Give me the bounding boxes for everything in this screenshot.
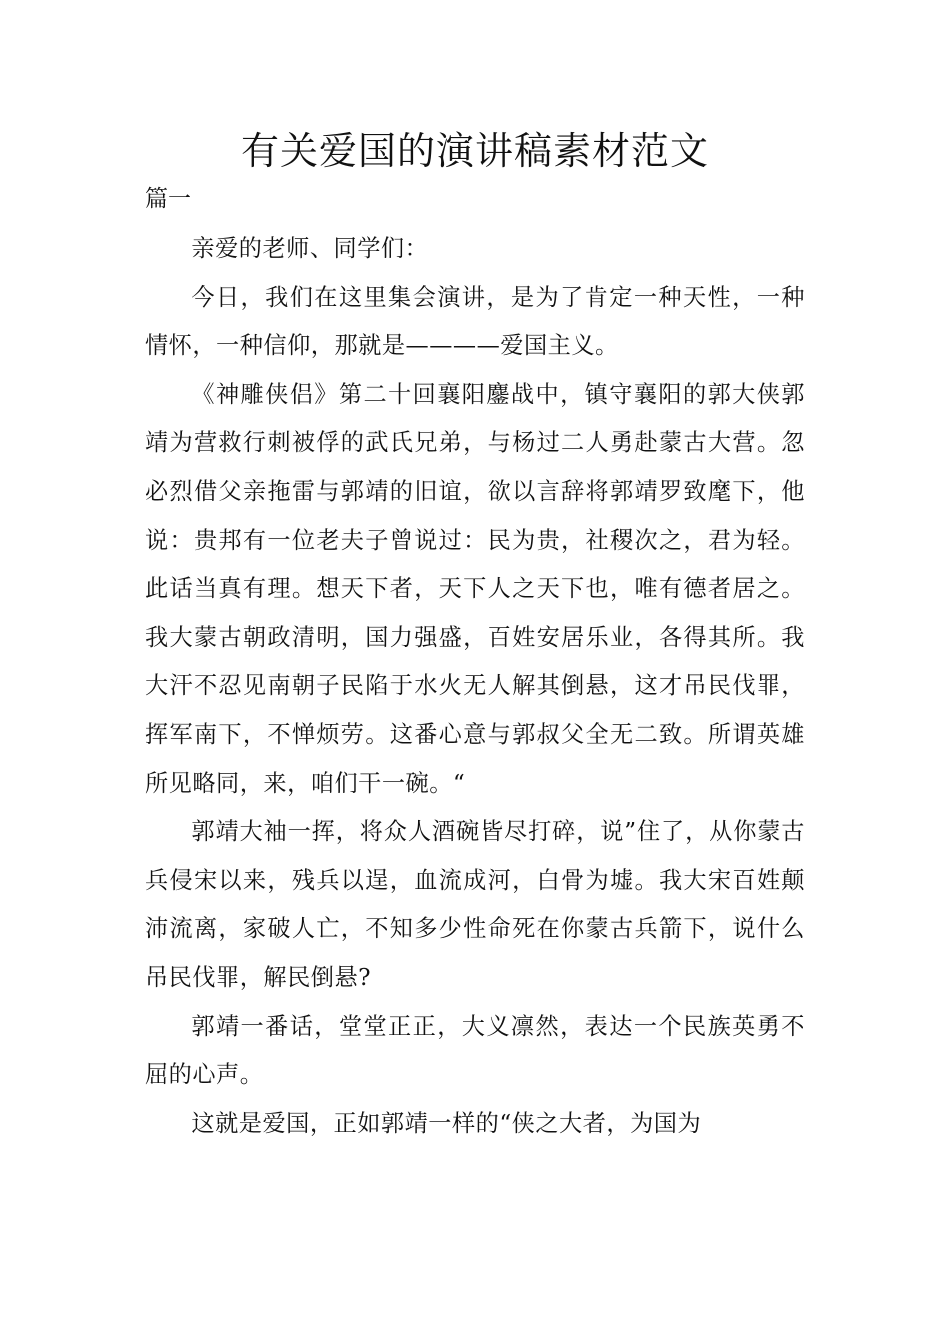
section-label: 篇一: [145, 186, 191, 212]
document-body: [145, 225, 805, 1148]
paragraph-comment: 郭靖一番话，堂堂正正，大义凛然，表达一个民族英勇不屈的心声。: [145, 1012, 805, 1089]
paragraph-conclusion: 这就是爱国，正如郭靖一样的“侠之大者，为国为: [191, 1109, 702, 1137]
document-title: 有关爱国的演讲稿素材范文: [240, 129, 709, 173]
paragraph-greeting: 亲爱的老师、同学们：: [191, 235, 429, 262]
paragraph-story: 《神雕侠侣》第二十回襄阳鏖战中，镇守襄阳的郭大侠郭靖为营救行刺被俘的武氏兄弟，与杨过二人勇赴蒙古大营。忽必烈借父亲拖雷与郭靖的旧谊，欲以言辞将郭靖罗致麾下，他说：贵邦有一位老夫子曾说过：民为贵，社稷次之，君为轻。此话当真有理。想天下者，天下人之天下也，唯有德者居之。我大蒙古朝政清明，国力强盛，百姓安居乐业，各得其所。我大汗不忍见南朝子民陷于水火无人解其倒悬，这才吊民伐罪，挥军南下，不惮烦劳。这番心意与郭叔父全无二致。所谓英雄所见略同，来，咱们干一碗。“: [145, 380, 805, 797]
paragraph-intro: 今日，我们在这里集会演讲，是为了肯定一种天性，一种情怀，一种信仰，那就是————爱国主义。: [145, 283, 805, 360]
paragraph-guojing-reply: 郭靖大袖一挥，将众人酒碗皆尽打碎，说”住了，从你蒙古兵侵宋以来，残兵以逞，血流成河，白骨为墟。我大宋百姓颠沛流离，家破人亡，不知多少性命死在你蒙古兵箭下，说什么吊民伐罪，解民倒悬?: [145, 818, 805, 991]
